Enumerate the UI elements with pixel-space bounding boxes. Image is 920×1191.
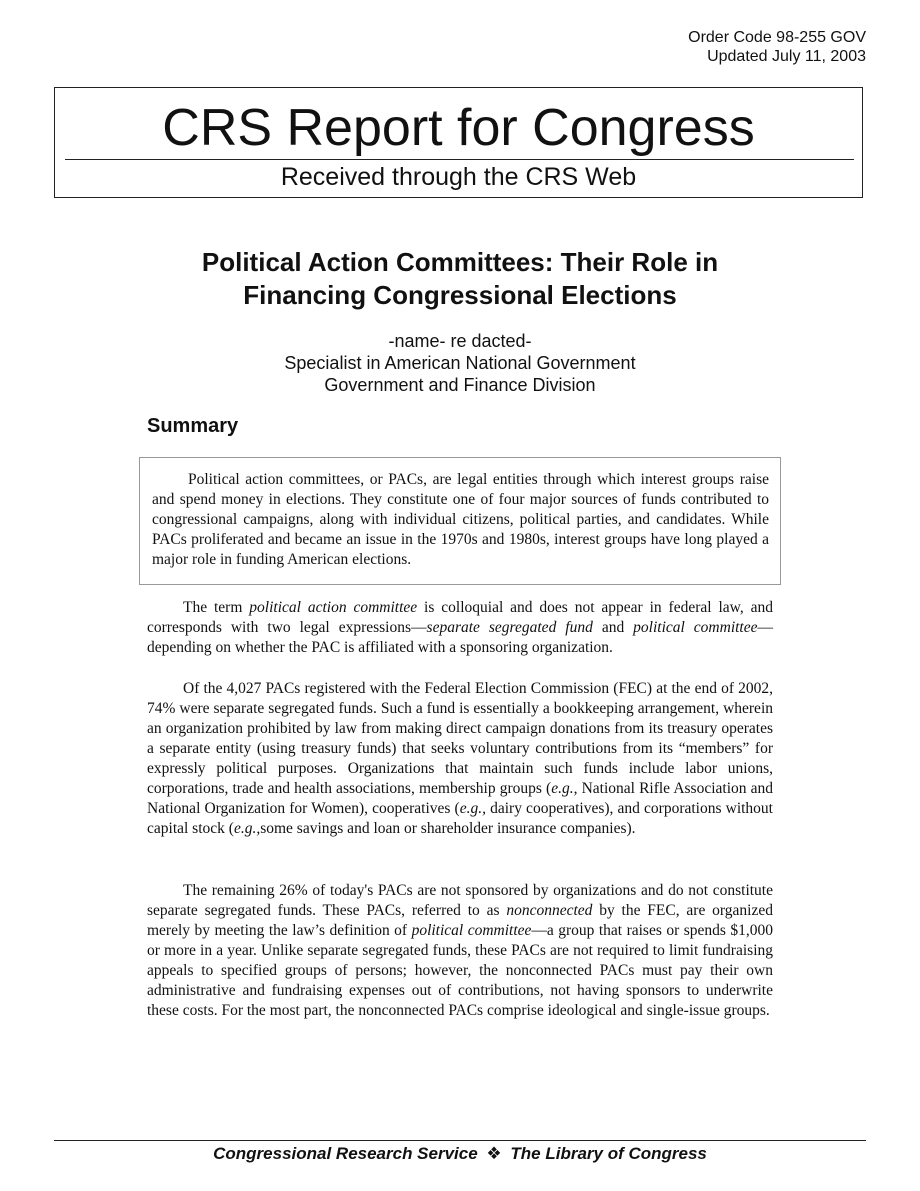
text-run: The term — [183, 599, 250, 616]
author-block — [100, 330, 820, 396]
text-run: —depending on whether the PAC is affiliated with a sponsoring organization. — [147, 619, 773, 656]
italic-term: political action committee — [249, 599, 418, 616]
order-code-block — [688, 28, 866, 66]
document-title-line-2: Financing Congressional Elections — [243, 280, 677, 310]
footer — [54, 1143, 866, 1165]
text-run: and — [592, 619, 634, 636]
text-run: by the FEC, are organized merely by meeting the law’s definition of — [147, 902, 773, 939]
text-run: —a group that raises or spends $1,000 or more in a year. Unlike separate segregated funds, these PACs are not required to limit fundraising appeals to specified groups of persons; however, the nonconnected PACs must pay their own administrative and fundraising expenses out of contributions, not having sponsors to underwrite these costs. For the most part, the nonconnected PACs comprise ideological and single-issue groups. — [147, 922, 773, 1019]
header-divider — [65, 159, 854, 160]
text-run: Of the 4,027 PACs registered with the Federal Election Commission (FEC) at the end of 2002, 74% were separate segregated funds. Such a fund is essentially a bookkeeping arrangement, wherein an organization prohibited by law from making direct campaign donations from its treasury operates a separate entity (using treasury funds) that seeks voluntary contributions from its “members” for expressly political purposes. Organizations that maintain such funds include labor unions, corporations, trade and health associations, membership groups ( — [147, 680, 773, 797]
italic-term: political committee — [633, 619, 758, 636]
document-title-line-1: Political Action Committees: Their Role in — [201, 247, 719, 277]
summary-box — [139, 457, 781, 585]
author-name: -name- re dacted- — [388, 331, 532, 351]
text-run: is colloquial and does not appear in federal law, and corresponds with two legal expressions— — [147, 599, 773, 636]
italic-term: nonconnected — [506, 902, 593, 919]
report-title: CRS Report for Congress — [162, 99, 755, 157]
updated-date: Updated July 11, 2003 — [707, 48, 866, 65]
body-paragraph-3 — [147, 881, 773, 1021]
summary-heading: Summary — [147, 415, 239, 437]
footer-divider — [54, 1140, 866, 1141]
summary-text: Political action committees, or PACs, are legal entities through which interest groups raise and spend money in elections. They constitute one of four major sources of funds contributed to congressional campaigns, along with individual citizens, political parties, and candidates. While PACs proliferated and became an issue in the 1970s and 1980s, interest groups have long played a major role in funding American elections. — [152, 471, 769, 568]
italic-term: e.g., — [233, 820, 261, 837]
footer-left: Congressional Research Service — [213, 1144, 478, 1163]
order-code: Order Code 98-255 GOV — [688, 29, 866, 46]
footer-right: The Library of Congress — [510, 1144, 707, 1163]
document-title — [100, 246, 820, 312]
author-position: Specialist in American National Government — [284, 353, 636, 373]
report-header-box — [54, 87, 863, 198]
text-run: some savings and loan or shareholder insurance companies). — [260, 820, 636, 837]
italic-term: e.g. — [551, 780, 574, 797]
text-run: , National Rifle Association and National Organization for Women), cooperatives ( — [147, 780, 774, 817]
text-run: dairy cooperatives), and corporations without capital stock ( — [147, 800, 773, 837]
italic-term: separate segregated fund — [426, 619, 593, 636]
text-run: The remaining 26% of today's PACs are not sponsored by organizations and do not constitute separate segregated funds. These PACs, referred to as — [147, 882, 773, 919]
author-division: Government and Finance Division — [324, 375, 596, 395]
italic-term: e.g., — [459, 800, 486, 817]
diamond-separator-icon: ❖ — [486, 1144, 502, 1163]
italic-term: political committee — [411, 922, 532, 939]
body-paragraph-1 — [147, 598, 773, 658]
received-line: Received through the CRS Web — [280, 163, 637, 191]
body-paragraph-2 — [147, 679, 773, 839]
